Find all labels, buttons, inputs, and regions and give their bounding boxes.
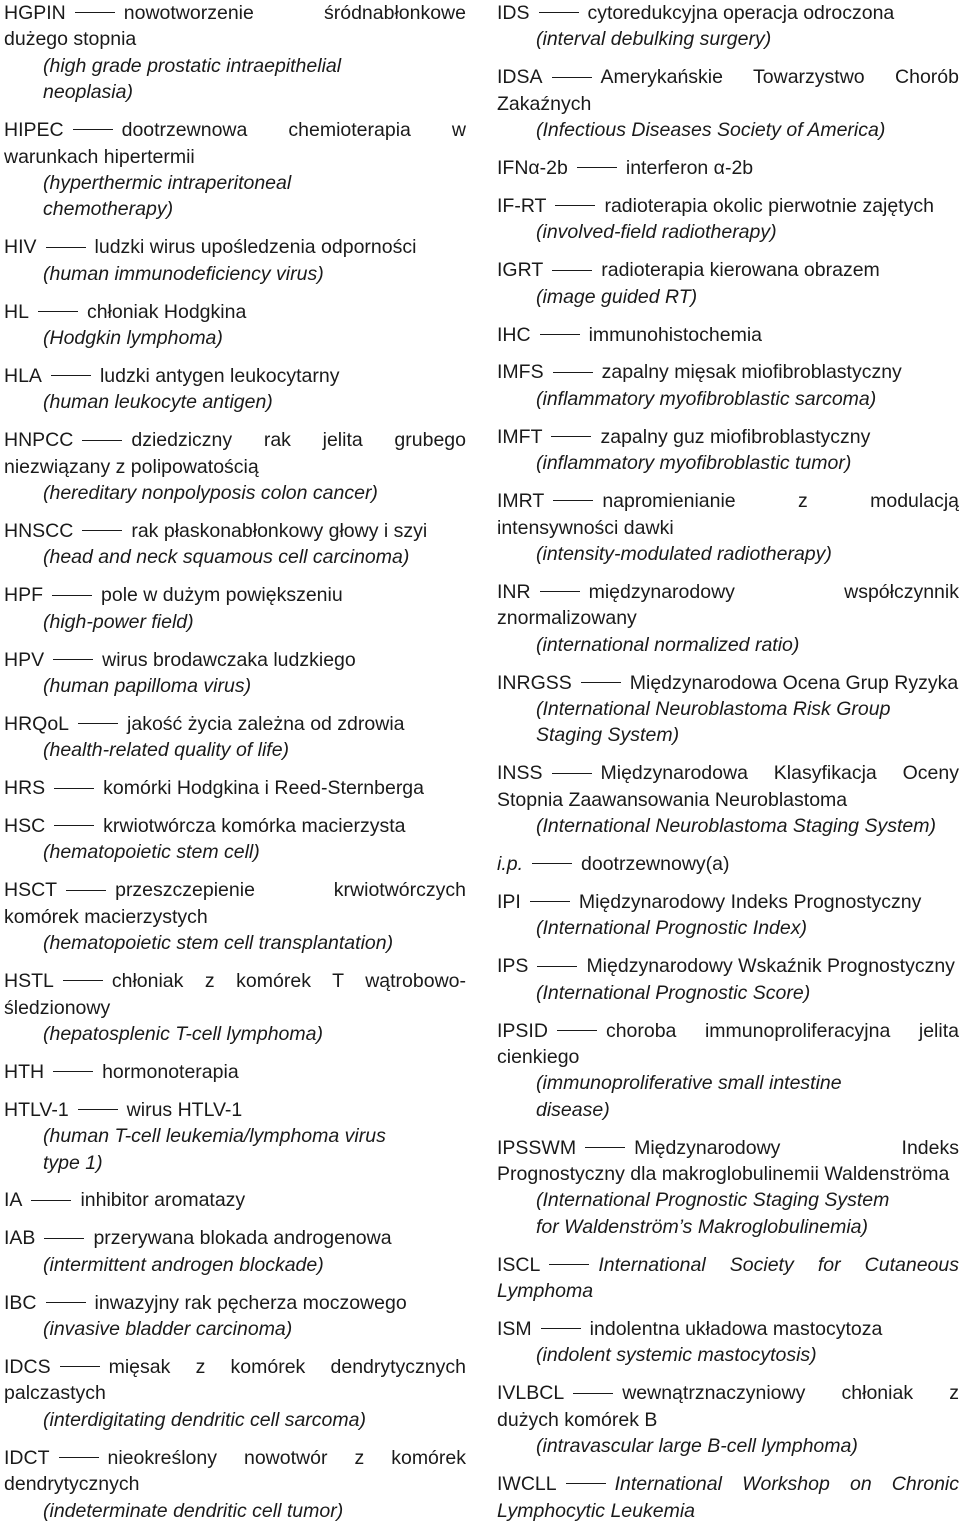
english-term-line: (human immunodeficiency virus)	[43, 262, 324, 285]
em-dash-separator	[60, 1366, 100, 1367]
em-dash-separator	[54, 825, 94, 826]
polish-definition: choroba immunoproliferacyjna jelita cienkiego	[497, 1019, 959, 1068]
glossary-term-line	[4, 1354, 466, 1407]
polish-definition: nowotworzenie śródnabłonkowe dużego stopnia	[4, 2, 466, 51]
abbreviation: IMFS	[497, 361, 544, 384]
em-dash-separator	[53, 659, 93, 660]
glossary-term-line	[497, 257, 959, 283]
glossary-entry	[4, 968, 466, 1047]
polish-definition: ludzki antygen leukocytarny	[99, 364, 340, 387]
english-term-line: (hyperthermic intraperitoneal	[43, 171, 292, 194]
polish-definition: cytoredukcyjna operacja odroczona	[587, 2, 895, 24]
english-term-line: (high-power field)	[43, 610, 194, 633]
glossary-entry	[4, 813, 466, 866]
glossary-entry	[4, 1097, 466, 1176]
abbreviation: IAB	[4, 1227, 36, 1250]
english-term	[497, 980, 959, 1006]
english-term-line: (International Prognostic Staging System	[536, 1189, 890, 1212]
english-term	[497, 284, 959, 310]
english-term	[497, 813, 959, 839]
glossary-term-line	[497, 1135, 959, 1188]
english-term	[4, 325, 466, 351]
glossary-entry	[4, 1354, 466, 1433]
em-dash-separator	[46, 1302, 86, 1303]
glossary-entry	[4, 711, 466, 764]
abbreviation: IDSA	[497, 66, 543, 89]
glossary-term-line	[497, 1018, 959, 1071]
glossary-term-line	[4, 1445, 466, 1498]
polish-definition: chłoniak z komórek T wątrobowo-śledzionowy	[4, 970, 466, 1019]
polish-definition: interferon α-2b	[625, 157, 754, 180]
english-term-line: (International Neuroblastoma Risk Group	[536, 697, 891, 720]
english-term-line: (hematopoietic stem cell)	[43, 841, 260, 864]
english-term	[4, 389, 466, 415]
abbreviation: HPF	[4, 584, 43, 607]
english-term-line: (hematopoietic stem cell transplantation)	[43, 932, 394, 955]
em-dash-separator	[552, 773, 592, 774]
abbreviation: HRS	[4, 777, 46, 800]
polish-definition: rak płaskonabłonkowy głowy i szyi	[131, 519, 428, 542]
polish-definition: ludzki wirus upośledzenia odporności	[94, 236, 417, 259]
polish-definition: dziedziczny rak jelita grubego niezwiązany z polipowatością	[4, 429, 466, 478]
glossary-entry	[497, 193, 959, 246]
glossary-entry	[497, 322, 959, 348]
english-term	[497, 1342, 959, 1368]
glossary-term-line	[4, 427, 466, 480]
glossary-term-line	[497, 953, 959, 979]
glossary-term-line	[497, 322, 959, 348]
english-term	[4, 261, 466, 287]
glossary-term-line	[4, 582, 466, 608]
polish-definition: chłoniak Hodgkina	[86, 300, 247, 323]
em-dash-separator	[73, 129, 113, 130]
glossary-entry	[4, 877, 466, 956]
english-term-line: (indolent systemic mastocytosis)	[536, 1344, 817, 1367]
english-term-line: (International Prognostic Score)	[536, 981, 811, 1004]
abbreviation: HSCT	[4, 879, 58, 902]
english-term	[497, 1433, 959, 1459]
abbreviation: IPI	[497, 890, 521, 913]
polish-definition: krwiotwórcza komórka macierzysta	[103, 815, 406, 838]
em-dash-separator	[59, 1457, 99, 1458]
english-term-line: type 1)	[43, 1151, 103, 1174]
glossary-term-line	[4, 647, 466, 673]
english-term	[497, 696, 959, 749]
abbreviation: HPV	[4, 648, 45, 671]
english-term-line: disease)	[536, 1098, 610, 1121]
glossary-entry	[497, 0, 959, 53]
abbreviation: IDS	[497, 2, 530, 24]
glossary-column-left	[4, 0, 466, 1535]
polish-definition: radioterapia kierowana obrazem	[601, 259, 880, 282]
glossary-term-line	[4, 0, 466, 53]
polish-definition: wewnątrznaczyniowy chłoniak z dużych komórek B	[497, 1382, 959, 1431]
glossary-entry	[4, 1445, 466, 1524]
glossary-term-line	[497, 889, 959, 915]
glossary-term-line	[4, 1097, 466, 1123]
glossary-entry	[4, 0, 466, 106]
abbreviation: IWCLL	[497, 1473, 557, 1496]
polish-definition: Amerykańskie Towarzystwo Chorób Zakaźnych	[497, 66, 959, 115]
glossary-term-line	[4, 711, 466, 737]
abbreviation: IPSSWM	[497, 1136, 577, 1159]
glossary-entry	[497, 889, 959, 942]
glossary-entry	[4, 1059, 466, 1085]
polish-definition: napromienianie z modulacją intensywności dawki	[497, 490, 959, 539]
em-dash-separator	[551, 436, 591, 437]
em-dash-separator	[585, 1147, 625, 1148]
english-term-line: (involved-field radiotherapy)	[536, 221, 777, 244]
abbreviation: IHC	[497, 323, 531, 346]
abbreviation: HL	[4, 300, 29, 323]
glossary-term-line	[4, 968, 466, 1021]
abbreviation: HGPIN	[4, 2, 66, 24]
english-term	[497, 117, 959, 143]
abbreviation: HSC	[4, 815, 46, 838]
polish-definition: hormonoterapia	[102, 1060, 239, 1083]
polish-definition: immunohistochemia	[588, 323, 762, 346]
english-term-line: (interdigitating dendritic cell sarcoma)	[43, 1408, 366, 1431]
glossary-entry	[497, 1380, 959, 1459]
english-term-line: (human T-cell leukemia/lymphoma virus	[43, 1125, 386, 1148]
english-term	[4, 53, 466, 106]
english-term-line: (International Prognostic Index)	[536, 917, 807, 940]
em-dash-separator	[66, 890, 106, 891]
glossary-term-line	[497, 1316, 959, 1342]
glossary-term-line	[497, 488, 959, 541]
glossary-term-line	[497, 0, 959, 26]
abbreviation: HIV	[4, 236, 37, 259]
em-dash-separator	[539, 12, 579, 13]
polish-definition: zapalny mięsak miofibroblastyczny	[601, 361, 902, 384]
em-dash-separator	[31, 1200, 71, 1201]
english-term	[497, 1070, 959, 1123]
polish-definition: jakość życia zależna od zdrowia	[127, 712, 405, 735]
glossary-entry	[497, 760, 959, 839]
glossary-entry	[4, 117, 466, 223]
polish-definition: mięsak z komórek dendrytycznych palczastych	[4, 1355, 466, 1405]
english-term-line: Staging System)	[536, 724, 680, 747]
em-dash-separator	[63, 980, 103, 981]
polish-definition: International Society for Cutaneous Lymphoma	[497, 1253, 959, 1303]
glossary-entry	[4, 363, 466, 416]
english-term	[4, 1021, 466, 1047]
english-term	[4, 737, 466, 763]
glossary-term-line	[497, 359, 959, 385]
english-term	[4, 1498, 466, 1524]
polish-definition: nieokreślony nowotwór z komórek dendrytycznych	[4, 1446, 466, 1496]
english-term-line: (international normalized ratio)	[536, 633, 800, 656]
abbreviation: HTH	[4, 1060, 45, 1083]
english-term-line: (indeterminate dendritic cell tumor)	[43, 1499, 344, 1522]
english-term-line: (Infectious Diseases Society of America)	[536, 119, 886, 142]
em-dash-separator	[555, 205, 595, 206]
english-term	[497, 915, 959, 941]
abbreviation: ISCL	[497, 1253, 541, 1276]
em-dash-separator	[52, 595, 92, 596]
glossary-term-line	[4, 1225, 466, 1251]
glossary-entry	[497, 424, 959, 477]
glossary-entry	[497, 953, 959, 1006]
english-term	[4, 544, 466, 570]
glossary-column-right	[497, 0, 959, 1535]
em-dash-separator	[540, 591, 580, 592]
glossary-term-line	[497, 851, 959, 877]
english-term-line: (inflammatory myofibroblastic tumor)	[536, 452, 852, 475]
abbreviation: IVLBCL	[497, 1382, 565, 1405]
english-term	[497, 219, 959, 245]
em-dash-separator	[573, 1393, 613, 1394]
english-term-line: (human leukocyte antigen)	[43, 391, 273, 414]
em-dash-separator	[44, 1238, 84, 1239]
polish-definition: Międzynarodowy Wskaźnik Prognostyczny	[586, 955, 955, 978]
glossary-entry	[497, 579, 959, 658]
em-dash-separator	[553, 372, 593, 373]
glossary-term-line	[497, 1380, 959, 1433]
polish-definition: komórki Hodgkina i Reed-Sternberga	[103, 777, 424, 800]
polish-definition: wirus brodawczaka ludzkiego	[102, 648, 356, 671]
glossary-term-line	[497, 1471, 959, 1524]
glossary-entry	[4, 647, 466, 700]
glossary-entry	[4, 1225, 466, 1278]
glossary-entry	[497, 64, 959, 143]
glossary-entry	[4, 299, 466, 352]
english-term-line: (interval debulking surgery)	[536, 28, 772, 51]
english-term-line: (Hodgkin lymphoma)	[43, 326, 223, 349]
glossary-term-line	[497, 155, 959, 181]
em-dash-separator	[577, 167, 617, 168]
polish-definition: Międzynarodowy Indeks Prognostyczny	[578, 890, 922, 913]
abbreviation: INR	[497, 580, 531, 603]
glossary-entry	[497, 1252, 959, 1305]
abbreviation: IBC	[4, 1291, 37, 1314]
abbreviation: INRGSS	[497, 671, 572, 694]
abbreviation: IF-RT	[497, 194, 547, 217]
abbreviation: HRQoL	[4, 712, 70, 735]
english-term	[4, 839, 466, 865]
glossary-term-line	[497, 64, 959, 117]
english-term-line: (human papilloma virus)	[43, 674, 252, 697]
em-dash-separator	[75, 12, 115, 13]
glossary-term-line	[497, 760, 959, 813]
em-dash-separator	[46, 247, 86, 248]
english-term-line: (hepatosplenic T-cell lymphoma)	[43, 1022, 323, 1045]
glossary-term-line	[4, 1059, 466, 1085]
english-term	[4, 170, 466, 223]
glossary-term-line	[497, 424, 959, 450]
english-term	[4, 1407, 466, 1433]
glossary-entry	[497, 851, 959, 877]
abbreviation: IMRT	[497, 490, 545, 513]
abbreviation: INSS	[497, 762, 543, 785]
abbreviation: IDCS	[4, 1355, 51, 1378]
english-term-line: (hereditary nonpolyposis colon cancer)	[43, 482, 378, 504]
em-dash-separator	[557, 1030, 597, 1031]
english-term-line: (intravascular large B-cell lymphoma)	[536, 1435, 858, 1458]
em-dash-separator	[530, 901, 570, 902]
glossary-entry	[497, 1018, 959, 1124]
glossary-entry	[4, 234, 466, 287]
em-dash-separator	[553, 500, 593, 501]
english-term	[4, 1252, 466, 1278]
em-dash-separator	[552, 77, 592, 78]
english-term-line: chemotherapy)	[43, 198, 174, 221]
em-dash-separator	[51, 375, 91, 376]
glossary-term-line	[4, 117, 466, 170]
glossary-term-line	[4, 1290, 466, 1316]
english-term-line: (intermittent androgen blockade)	[43, 1253, 324, 1276]
glossary-term-line	[497, 670, 959, 696]
glossary-entry	[4, 775, 466, 801]
em-dash-separator	[78, 1109, 118, 1110]
english-term-line: (intensity-modulated radiotherapy)	[536, 542, 832, 565]
english-term-line: neoplasia)	[43, 81, 133, 104]
abbreviation: HSTL	[4, 970, 54, 993]
english-term	[4, 673, 466, 699]
em-dash-separator	[552, 270, 592, 271]
em-dash-separator	[78, 723, 118, 724]
polish-definition: inwazyjny rak pęcherza moczowego	[94, 1291, 407, 1314]
glossary-term-line	[4, 775, 466, 801]
glossary-entry	[497, 1471, 959, 1524]
abbreviation: ISM	[497, 1318, 532, 1341]
glossary-entry	[4, 1187, 466, 1213]
polish-definition: przerywana blokada androgenowa	[93, 1227, 392, 1250]
english-term	[497, 541, 959, 567]
em-dash-separator	[38, 311, 78, 312]
polish-definition: Międzynarodowa Klasyfikacja Oceny Stopnia Zaawansowania Neuroblastoma	[497, 762, 959, 811]
glossary-entry	[497, 155, 959, 181]
polish-definition: pole w dużym powiększeniu	[101, 584, 343, 607]
english-term-line: (health-related quality of life)	[43, 739, 290, 762]
english-term	[4, 480, 466, 506]
polish-definition: międzynarodowy współczynnik znormalizowany	[497, 580, 959, 630]
em-dash-separator	[82, 440, 122, 441]
english-term	[4, 609, 466, 635]
english-term-line: (immunoproliferative small intestine	[536, 1072, 842, 1095]
abbreviation: IDCT	[4, 1446, 50, 1469]
em-dash-separator	[82, 530, 122, 531]
abbreviation: IA	[4, 1189, 23, 1212]
english-term-line: (International Neuroblastoma Staging System)	[536, 815, 936, 838]
english-term	[497, 386, 959, 412]
english-term	[4, 1123, 466, 1176]
english-term	[497, 450, 959, 476]
glossary-entry	[4, 518, 466, 571]
english-term-line: (invasive bladder carcinoma)	[43, 1318, 293, 1341]
em-dash-separator	[53, 1071, 93, 1072]
polish-definition: Międzynarodowy Indeks Prognostyczny dla makroglobulinemii Waldenströma	[497, 1136, 959, 1186]
english-term	[497, 26, 959, 52]
abbreviation: HNPCC	[4, 429, 74, 452]
english-term-line: (high grade prostatic intraepithelial	[43, 54, 342, 77]
abbreviation: IFNα-2b	[497, 157, 568, 180]
polish-definition: wirus HTLV-1	[126, 1098, 243, 1121]
glossary-term-line	[4, 1187, 466, 1213]
english-term	[4, 930, 466, 956]
polish-definition: przeszczepienie krwiotwórczych komórek macierzystych	[4, 879, 466, 928]
abbreviation: IGRT	[497, 259, 544, 282]
glossary-term-line	[497, 193, 959, 219]
glossary-term-line	[4, 813, 466, 839]
glossary-entry	[497, 1135, 959, 1241]
abbreviation: IPS	[497, 955, 529, 978]
english-term-line: (head and neck squamous cell carcinoma)	[43, 546, 410, 569]
english-term-line: (inflammatory myofibroblastic sarcoma)	[536, 387, 877, 410]
glossary-term-line	[4, 363, 466, 389]
glossary-entry	[4, 427, 466, 506]
glossary-term-line	[497, 579, 959, 632]
english-term	[497, 632, 959, 658]
glossary-term-line	[497, 1252, 959, 1305]
em-dash-separator	[532, 863, 572, 864]
polish-definition: International Workshop on Chronic Lymphocytic Leukemia	[497, 1473, 959, 1522]
polish-definition: Międzynarodowa Ocena Grup Ryzyka	[629, 671, 959, 694]
polish-definition: dootrzewnowa chemioterapia w warunkach hipertermii	[4, 119, 466, 168]
glossary-entry	[497, 488, 959, 567]
em-dash-separator	[566, 1483, 606, 1484]
glossary-entry	[497, 257, 959, 310]
em-dash-separator	[541, 1328, 581, 1329]
em-dash-separator	[54, 788, 94, 789]
em-dash-separator	[581, 682, 621, 683]
abbreviation: HTLV-1	[4, 1098, 69, 1121]
glossary-term-line	[4, 234, 466, 260]
glossary-entry	[497, 359, 959, 412]
em-dash-separator	[549, 1264, 589, 1265]
glossary-term-line	[4, 877, 466, 930]
polish-definition: indolentna układowa mastocytoza	[589, 1318, 883, 1341]
abbreviation: HIPEC	[4, 119, 64, 142]
glossary-entry	[4, 1290, 466, 1343]
glossary-entry	[4, 582, 466, 635]
em-dash-separator	[537, 966, 577, 967]
abbreviation: HNSCC	[4, 519, 74, 542]
abbreviation: HLA	[4, 364, 42, 387]
polish-definition: inhibitor aromatazy	[80, 1189, 246, 1212]
glossary-term-line	[4, 518, 466, 544]
abbreviation: i.p.	[497, 852, 524, 875]
em-dash-separator	[540, 334, 580, 335]
polish-definition: dootrzewnowy(a)	[581, 852, 730, 875]
abbreviation: IMFT	[497, 425, 543, 448]
english-term	[497, 1187, 959, 1240]
english-term-line: (image guided RT)	[536, 285, 698, 308]
polish-definition: zapalny guz miofibroblastyczny	[600, 425, 871, 448]
glossary-term-line	[4, 299, 466, 325]
glossary-entry	[497, 1316, 959, 1369]
glossary-entry	[497, 670, 959, 749]
english-term	[4, 1316, 466, 1342]
abbreviation: IPSID	[497, 1019, 548, 1042]
polish-definition: radioterapia okolic pierwotnie zajętych	[604, 194, 934, 217]
english-term-line: for Waldenström’s Makroglobulinemia)	[536, 1215, 868, 1238]
